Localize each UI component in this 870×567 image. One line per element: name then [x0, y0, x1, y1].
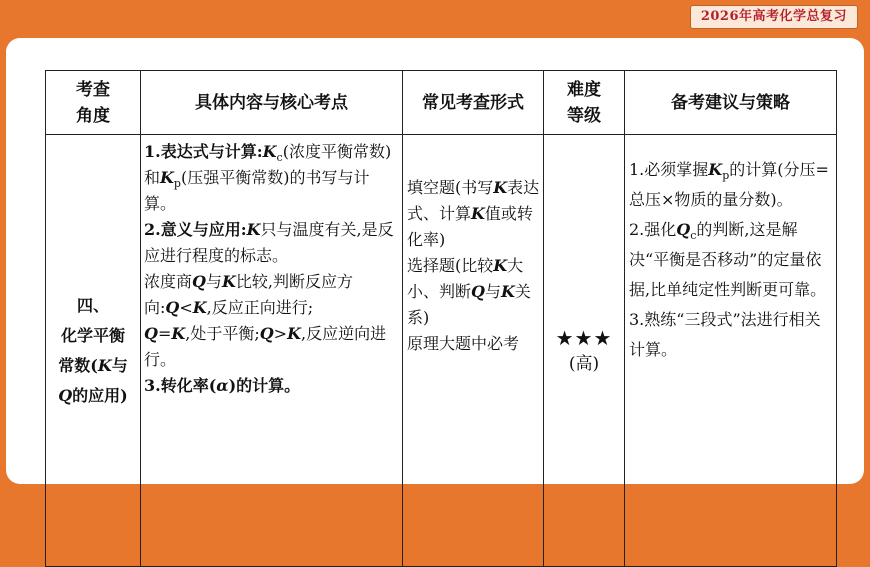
course-badge: 2026年高考化学总复习 [690, 5, 858, 29]
header-advice: 备考建议与策略 [625, 71, 837, 135]
cell-forms: 填空题(书写K表达式、计算K值或转化率) 选择题(比较K大小、判断Q与K关系) 原理大题中必考 [403, 135, 544, 567]
table-header-row [46, 71, 837, 135]
review-table [45, 70, 837, 567]
cell-level: ★★★ (高) [544, 135, 625, 567]
table-row [46, 135, 837, 567]
cell-advice: 1.必须掌握$K_p$的计算(分压=总压×物质的量分数)。 2.强化$Q_c$的判断,这是解决“平衡是否移动”的定量依据,比单纯定性判断更可靠。 3.熟练“三段式”法进行相关计算。 [625, 135, 837, 567]
difficulty-stars: ★★★ [555, 325, 613, 350]
header-level: 难度 等级 [544, 71, 625, 135]
header-content: 具体内容与核心考点 [141, 71, 403, 135]
cell-content: 1.表达式与计算$:K_c$(浓度平衡常数)和$K_p$(压强平衡常数)的书写与计算。 2.意义与应用:K只与温度有关,是反应进行程度的标志。 浓度商Q与K比较,判断反应方向:Q<K,反应正向进行; Q=K,处于平衡;Q>K,反应逆向进行。 3.转化率(α)的计算。 [141, 135, 403, 567]
header-dimension: 考查 角度 [46, 71, 141, 135]
cell-dimension: 四、 化学平衡 常数(K与 Q的应用) [46, 135, 141, 567]
header-forms: 常见考查形式 [403, 71, 544, 135]
